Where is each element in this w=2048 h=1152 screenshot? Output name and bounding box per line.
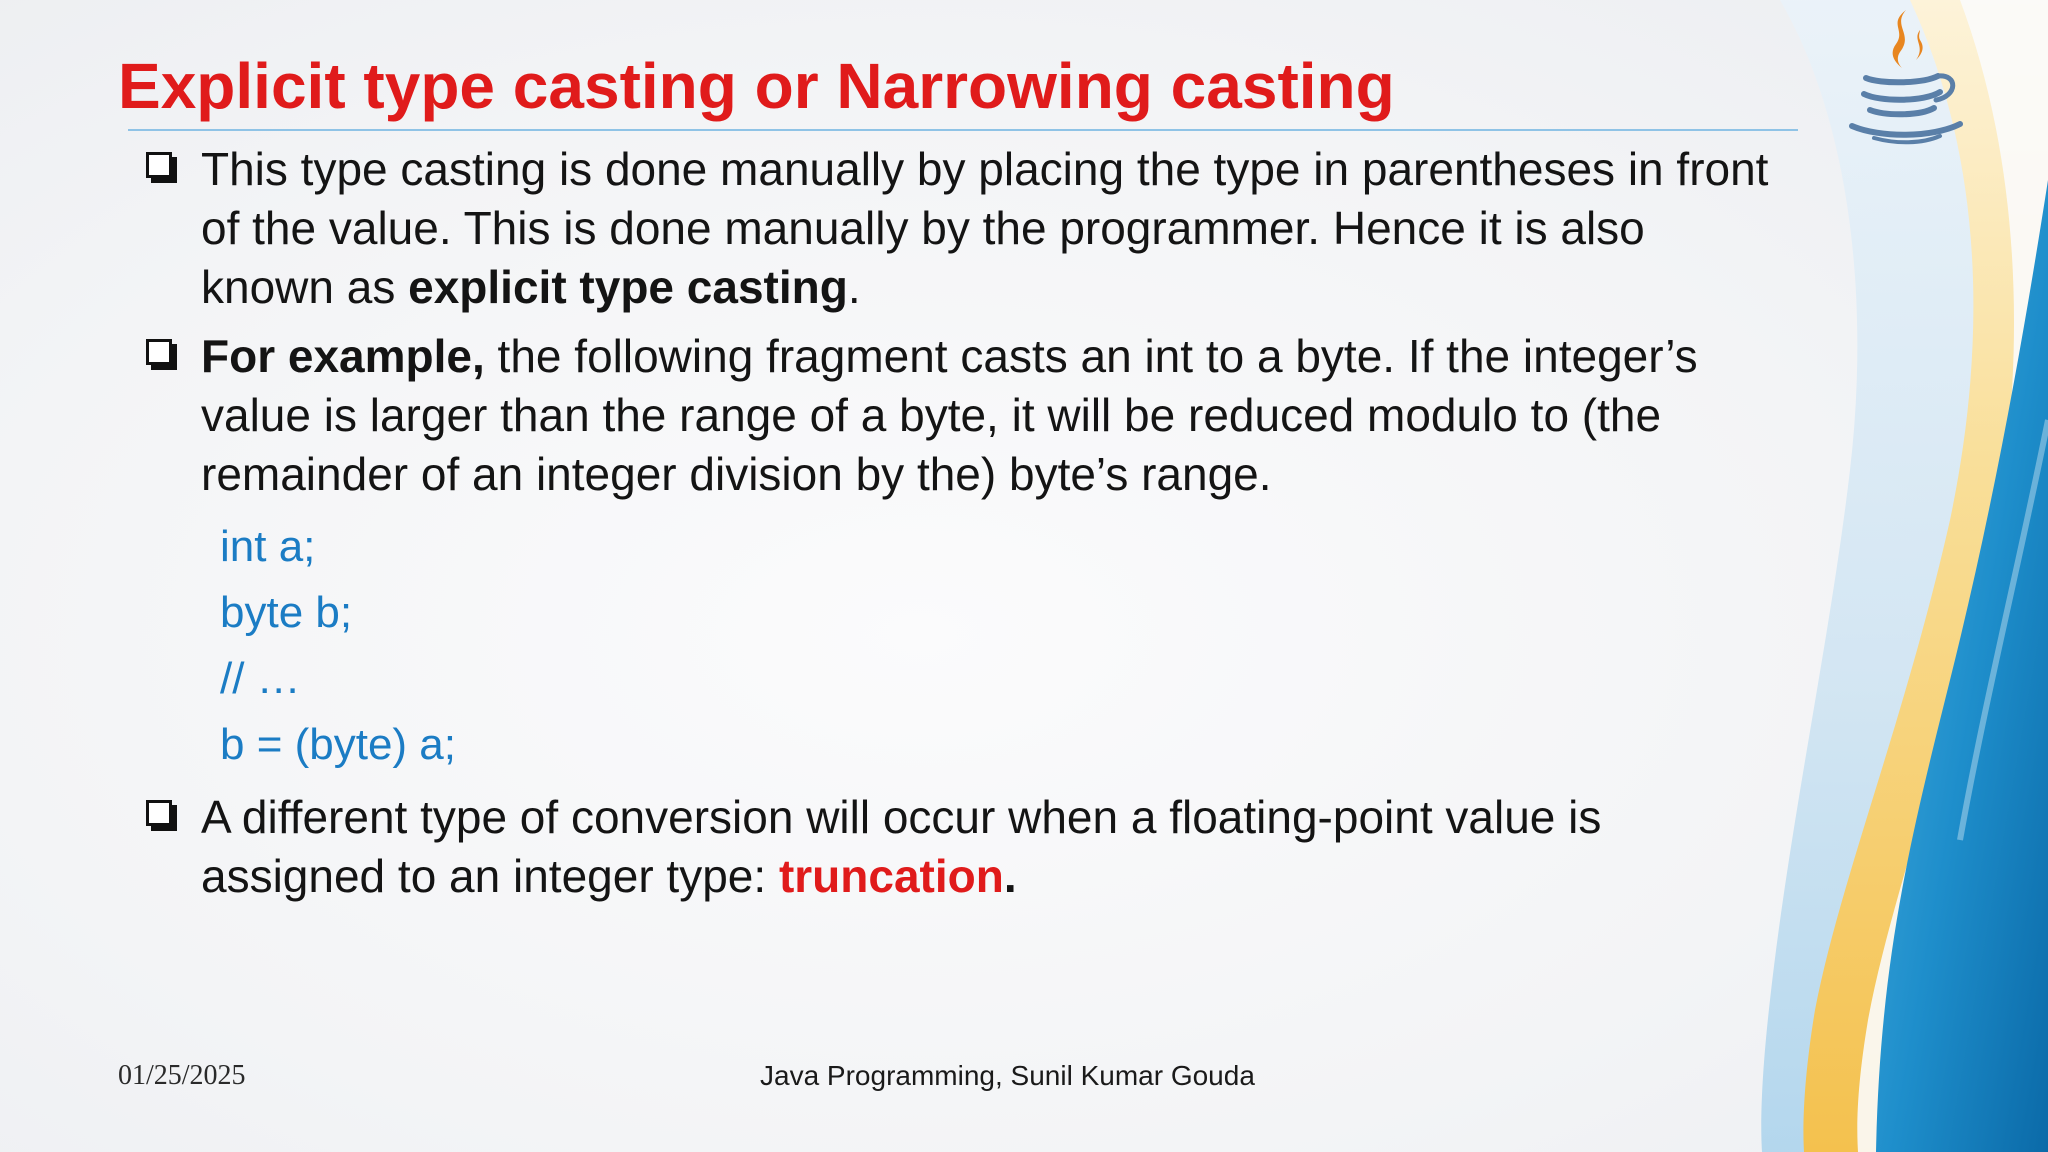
checkbox-bullet-icon: [146, 152, 172, 178]
bullet-item: [146, 140, 1786, 317]
code-line: // …: [220, 654, 301, 703]
bullet-text: This type casting is done manually by placing the type in parentheses in front of the value. This is done manually by the programmer. Hence it is also known as: [201, 143, 1769, 313]
slide-title: Explicit type casting or Narrowing casting: [118, 50, 1395, 122]
code-line: int a;: [220, 522, 316, 571]
footer-title: Java Programming, Sunil Kumar Gouda: [760, 1060, 1255, 1091]
bullet-text: the following fragment casts an int to a byte. If the integer’s value is larger than the range of a byte, it will be reduced modulo to (the remainder of an integer division by the) byte’s range.: [201, 330, 1698, 500]
bullet-emphasis: explicit type casting: [408, 261, 848, 313]
slide-body: [146, 138, 1786, 906]
code-line: byte b;: [220, 588, 353, 637]
bullet-highlight: truncation: [778, 850, 1004, 902]
code-block: [146, 514, 1786, 778]
bullet-emphasis: For example,: [201, 330, 485, 382]
checkbox-bullet-icon: [146, 339, 172, 365]
bullet-text: A different type of conversion will occur when a floating-point value is assigned to an integer type:: [201, 791, 1602, 902]
java-coffee-cup-icon: [1840, 4, 1970, 150]
title-divider: [128, 129, 1798, 131]
bullet-item: [146, 788, 1786, 906]
checkbox-bullet-icon: [146, 800, 172, 826]
bullet-text: .: [847, 261, 861, 313]
footer-date: 01/25/2025: [118, 1060, 246, 1091]
bullet-item: [146, 327, 1786, 504]
bullet-text: .: [1003, 850, 1017, 902]
code-line: b = (byte) a;: [220, 720, 457, 769]
